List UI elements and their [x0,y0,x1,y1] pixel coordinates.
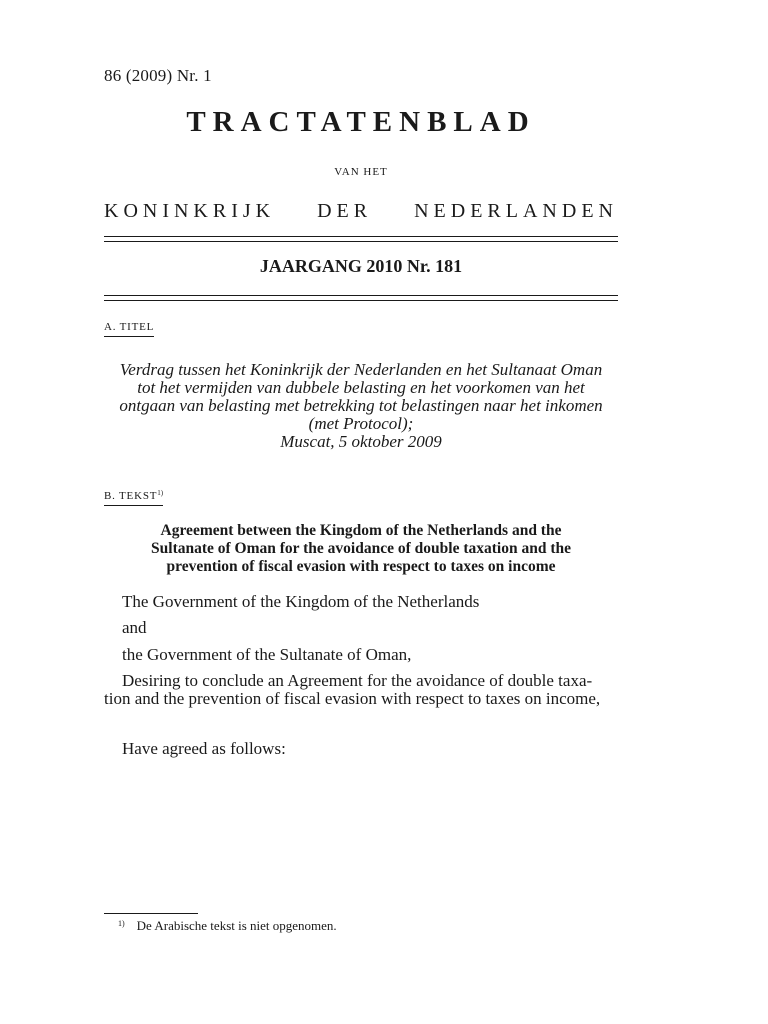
paragraph-agreed: Have agreed as follows: [122,739,286,758]
agreement-heading-line: prevention of fiscal evasion with respect to taxes on income [166,558,556,575]
footnote [118,918,337,934]
agreement-heading-line: Agreement between the Kingdom of the Netherlands and the [160,522,562,539]
footnote-marker: 1) [118,919,125,928]
double-rule-divider [104,295,618,301]
paragraph-party-oman: the Government of the Sultanate of Oman, [122,645,412,664]
footnote-text: De Arabische tekst is niet opgenomen. [136,918,337,933]
volume-number: JAARGANG 2010 Nr. 181 [259,256,463,276]
section-label-tekst [104,489,163,506]
paragraph-desiring-line: Desiring to conclude an Agreement for the avoidance of double taxa- [122,671,593,690]
agreement-heading-line: Sultanate of Oman for the avoidance of double taxation and the [151,540,571,557]
publication-subtitle-van-het: VAN HET [334,166,388,178]
footnote-reference: 1) [157,489,164,497]
paragraph-desiring-line: tion and the prevention of fiscal evasion with respect to taxes on income, [104,689,601,708]
treaty-title-line: Verdrag tussen het Koninkrijk der Nederlanden en het Sultanaat Oman [119,360,603,379]
treaty-title-line: tot het vermijden van dubbele belasting en het voorkomen van het [137,378,585,397]
paragraph-and: and [122,618,147,637]
document-page [104,0,618,1024]
kingdom-word-3: NEDERLANDEN [414,200,618,222]
section-label-titel: A. TITEL [104,321,154,337]
double-rule-divider [104,236,618,242]
paragraph-desiring [104,672,618,708]
publication-title: TRACTATENBLAD [186,106,536,138]
treaty-place-date: Muscat, 5 oktober 2009 [280,432,442,451]
section-label-tekst-text: B. TEKST [104,490,158,502]
treaty-title-line: ontgaan van belasting met betrekking tot belastingen naar het inkomen [119,396,603,415]
treaty-title-line: (met Protocol); [308,414,414,433]
agreement-heading-english [104,522,618,576]
kingdom-word-1: KONINKRIJK [104,200,276,222]
paragraph-party-netherlands: The Government of the Kingdom of the Netherlands [122,592,480,611]
kingdom-word-2: DER [317,200,373,222]
publication-kingdom-line [104,200,618,223]
footnote-divider [104,913,198,914]
treaty-title-dutch [104,361,618,451]
series-reference: 86 (2009) Nr. 1 [104,66,212,85]
